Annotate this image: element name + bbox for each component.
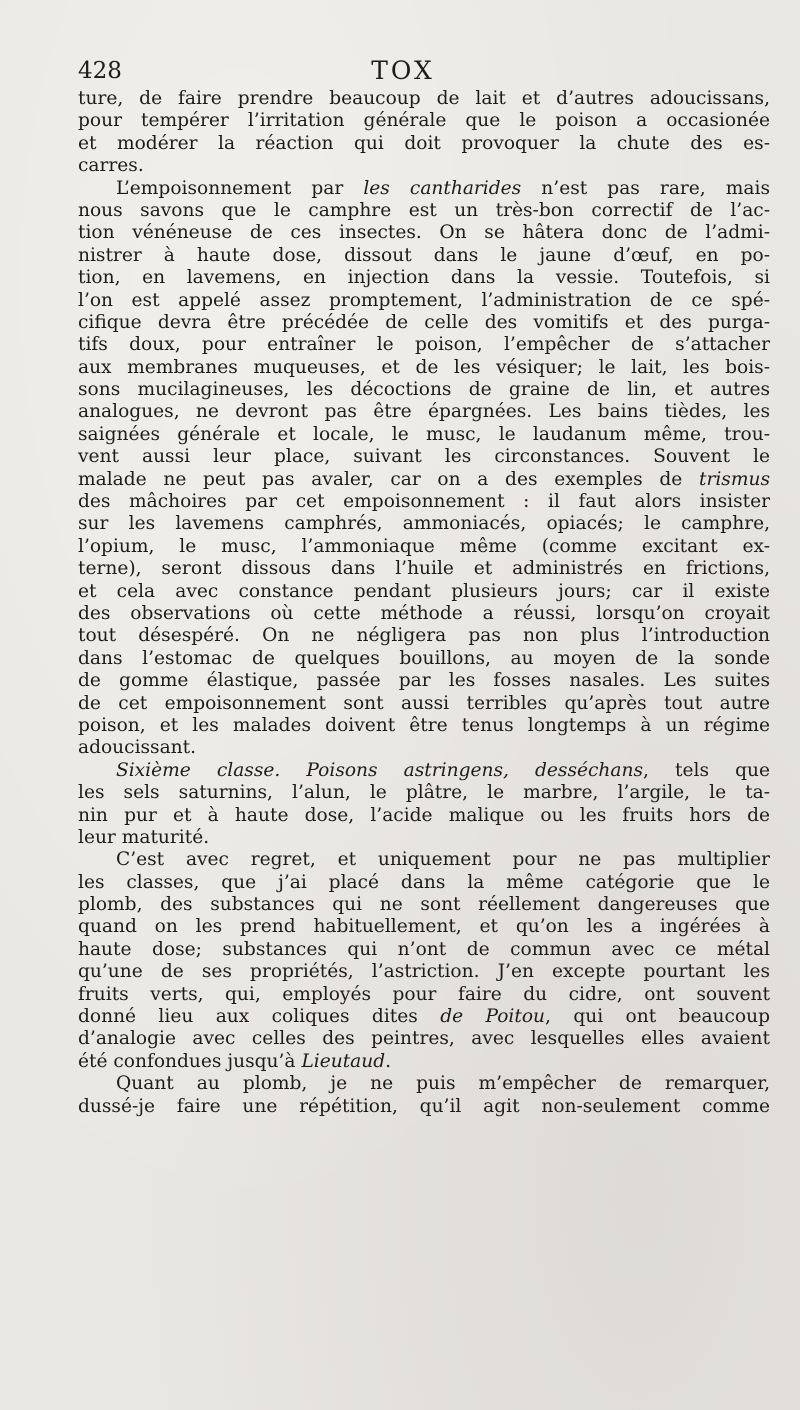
text-segment: plomb, des substances qui ne sont réellement dangereuses que xyxy=(78,894,770,916)
text-line xyxy=(78,961,770,983)
text-line xyxy=(78,379,770,401)
italic-text: de Poitou xyxy=(440,1006,546,1028)
text-segment: , tels que xyxy=(643,759,770,781)
text-line xyxy=(78,401,770,423)
text-segment: analogues, ne devront pas être épargnées. Les bains tièdes, les xyxy=(78,401,770,423)
text-segment: nin pur et à haute dose, l’acide malique ou les fruits hors de xyxy=(78,804,770,826)
text-line xyxy=(78,1006,770,1028)
running-head: TOX xyxy=(371,56,435,85)
italic-text: les cantharides xyxy=(363,177,522,199)
text-segment: terne), seront dissous dans l’huile et administrés en frictions, xyxy=(78,558,770,580)
text-segment: des observations où cette méthode a réussi, lorsqu’on croyait xyxy=(78,602,770,624)
text-segment: aux membranes muqueuses, et de les vésiquer; le lait, les bois- xyxy=(78,356,770,378)
text-segment: des mâchoires par cet empoisonnement : il faut alors insister xyxy=(78,491,770,513)
text-line xyxy=(78,894,770,916)
page-header xyxy=(78,56,728,90)
text-line xyxy=(78,469,770,491)
text-line xyxy=(78,916,770,938)
text-line xyxy=(78,782,770,804)
text-segment: qu’une de ses propriétés, l’astriction. J’en excepte pourtant les xyxy=(78,961,770,983)
text-segment: et cela avec constance pendant plusieurs jours; car il existe xyxy=(78,580,770,602)
text-segment: carres. xyxy=(78,155,144,177)
text-segment: pour tempérer l’irritation générale que le poison a occasionée xyxy=(78,110,770,132)
text-line xyxy=(78,334,770,356)
text-segment: dussé-je faire une répétition, qu’il agit non-seulement comme xyxy=(78,1095,770,1117)
text-segment: dans l’estomac de quelques bouillons, au moyen de la sonde xyxy=(78,647,770,669)
text-line xyxy=(78,133,770,155)
text-line xyxy=(78,513,770,535)
text-line xyxy=(78,290,770,312)
text-segment: poison, et les malades doivent être tenus longtemps à un régime xyxy=(78,714,770,736)
text-line xyxy=(78,1073,770,1095)
text-line xyxy=(78,693,770,715)
body-text xyxy=(78,88,770,1118)
text-segment: adoucissant. xyxy=(78,737,197,759)
text-line xyxy=(78,737,770,759)
text-segment: l’on est appelé assez promptement, l’administration de ce spé- xyxy=(78,289,770,311)
text-segment: de cet empoisonnement sont aussi terribles qu’après tout autre xyxy=(78,692,770,714)
text-segment: leur maturité. xyxy=(78,826,210,848)
text-segment: sur les lavemens camphrés, ammoniacés, opiacés; le camphre, xyxy=(78,513,770,535)
text-segment: Quant au plomb, je ne puis m’empêcher de remarquer, xyxy=(116,1073,770,1095)
text-line xyxy=(78,849,770,871)
text-line xyxy=(78,110,770,132)
text-segment: tout désespéré. On ne négligera pas non plus l’introduction xyxy=(78,625,770,647)
text-line xyxy=(78,715,770,737)
text-segment: . xyxy=(385,1050,392,1072)
text-line xyxy=(78,155,770,177)
text-line xyxy=(78,88,770,110)
text-segment: tion vénéneuse de ces insectes. On se hâtera donc de l’admi- xyxy=(78,222,770,244)
text-line xyxy=(78,446,770,468)
text-line xyxy=(78,648,770,670)
text-line xyxy=(78,670,770,692)
text-line xyxy=(78,536,770,558)
text-line xyxy=(78,491,770,513)
text-segment: donné lieu aux coliques dites xyxy=(78,1006,441,1028)
text-segment: été confondues jusqu’à xyxy=(78,1050,302,1072)
page-number: 428 xyxy=(78,58,122,84)
text-line xyxy=(78,312,770,334)
text-line xyxy=(78,1028,770,1050)
text-line xyxy=(78,357,770,379)
text-segment: vent aussi leur place, suivant les circonstances. Souvent le xyxy=(78,446,770,468)
text-segment: les sels saturnins, l’alun, le plâtre, le marbre, l’argile, le ta- xyxy=(78,782,770,804)
text-segment: fruits verts, qui, employés pour faire du cidre, ont souvent xyxy=(78,983,770,1005)
text-line xyxy=(78,984,770,1006)
text-line xyxy=(78,200,770,222)
text-line xyxy=(78,558,770,580)
text-line xyxy=(78,872,770,894)
text-segment: d’analogie avec celles des peintres, avec lesquelles elles avaient xyxy=(78,1028,770,1050)
italic-text: Sixième classe. Poisons astringens, desséchans xyxy=(116,759,644,781)
italic-text: Lieutaud xyxy=(301,1050,386,1072)
text-line xyxy=(78,760,770,782)
text-line xyxy=(78,178,770,200)
text-line xyxy=(78,267,770,289)
text-segment: malade ne peut pas avaler, car on a des exemples de xyxy=(78,468,699,490)
text-segment: L’empoisonnement par xyxy=(116,177,364,199)
text-segment: les classes, que j’ai placé dans la même catégorie que le xyxy=(78,871,770,893)
text-line xyxy=(78,222,770,244)
text-segment: de gomme élastique, passée par les fosses nasales. Les suites xyxy=(78,670,770,692)
text-segment: saignées générale et locale, le musc, le laudanum même, trou- xyxy=(78,423,770,445)
text-line xyxy=(78,1096,770,1118)
text-segment: sons mucilagineuses, les décoctions de graine de lin, et autres xyxy=(78,379,770,401)
text-line xyxy=(78,245,770,267)
text-segment: l’opium, le musc, l’ammoniaque même (comme excitant ex- xyxy=(78,535,770,557)
text-segment: ture, de faire prendre beaucoup de lait et d’autres adoucissans, xyxy=(78,88,770,109)
text-segment: , qui ont beaucoup xyxy=(545,1006,770,1028)
text-segment: nistrer à haute dose, dissout dans le jaune d’œuf, en po- xyxy=(78,244,770,266)
text-segment: haute dose; substances qui n’ont de commun avec ce métal xyxy=(78,938,770,960)
text-segment: nous savons que le camphre est un très-bon correctif de l’ac- xyxy=(78,199,770,221)
text-segment: n’est pas rare, mais xyxy=(521,177,770,199)
text-line xyxy=(78,625,770,647)
text-line xyxy=(78,581,770,603)
italic-text: trismus xyxy=(699,468,770,490)
text-segment: cifique devra être précédée de celle des vomitifs et des purga- xyxy=(78,311,770,333)
text-segment: tion, en lavemens, en injection dans la vessie. Toutefois, si xyxy=(78,267,770,289)
text-segment: C’est avec regret, et uniquement pour ne pas multiplier xyxy=(116,849,770,871)
text-line xyxy=(78,805,770,827)
text-segment: quand on les prend habituellement, et qu’on les a ingérées à xyxy=(78,916,770,938)
text-line xyxy=(78,827,770,849)
text-segment: et modérer la réaction qui doit provoquer la chute des es- xyxy=(78,132,770,154)
text-line xyxy=(78,939,770,961)
text-segment: tifs doux, pour entraîner le poison, l’empêcher de s’attacher xyxy=(78,334,770,356)
text-line xyxy=(78,1051,770,1073)
text-line xyxy=(78,603,770,625)
text-line xyxy=(78,424,770,446)
